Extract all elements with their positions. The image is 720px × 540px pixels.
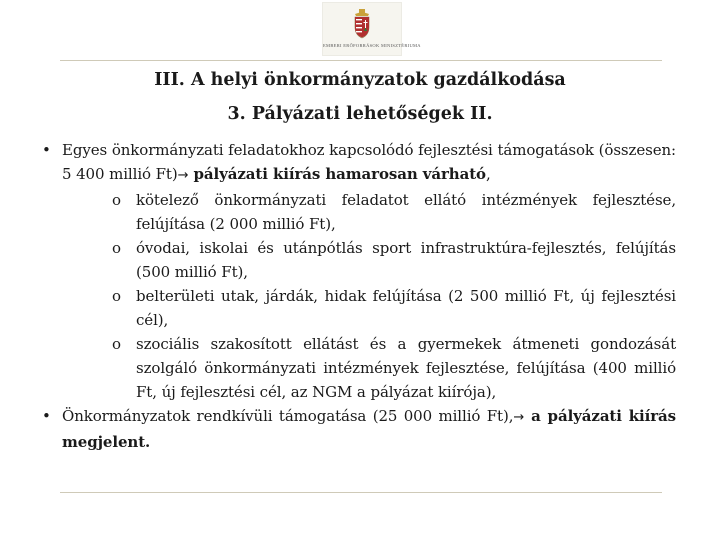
page-title: III. A helyi önkormányzatok gazdálkodása [154,70,566,90]
ministry-caption: EMBERI ERŐFORRÁSOK MINISZTÉRIUMA [323,43,421,48]
sub-bullet-marker: o [112,287,121,305]
sub-bullet-marker: o [112,335,121,353]
slide-content [36,138,676,454]
bullet-item-2 [36,404,676,454]
page-subtitle: 3. Pályázati lehetőségek II. [227,104,493,124]
sub-item-text: szociális szakosított ellátást és a gyermekek átmeneti gondozását szolgáló önkormányzati intézmények fejlesztése, felújítása (400 millió Ft, új fejlesztési cél, az NGM a pályázat kiírója), [136,335,676,401]
ministry-logo [322,2,421,56]
bullet-marker: • [42,407,51,425]
bullet-1-text: Egyes önkormányzati feladatokhoz kapcsolódó fejlesztési támogatások (összesen: 5 400 millió Ft) [62,141,676,183]
sub-item-text: óvodai, iskolai és utánpótlás sport infrastruktúra-fejlesztés, felújítás (500 millió Ft), [136,239,676,281]
bullet-2-text: Önkormányzatok rendkívüli támogatása (25 000 millió Ft), [62,407,514,425]
bottom-divider [60,492,662,493]
bullet-2-bold: a pályázati kiírás megjelent. [62,407,676,451]
sub-item-text: belterületi utak, járdák, hidak felújítása (2 500 millió Ft, új fejlesztési cél), [136,287,676,329]
coat-of-arms-icon [351,9,373,39]
sub-item-text: kötelező önkormányzati feladatot ellátó intézmények fejlesztése, felújítása (2 000 millió Ft), [136,191,676,233]
bullet-marker: • [42,141,51,159]
arrow-right-icon: → [177,168,189,183]
sub-bullet-marker: o [112,239,121,257]
sub-item-4 [36,332,676,404]
sub-bullet-marker: o [112,191,121,209]
sub-item-2 [36,236,676,284]
bullet-1-bold: pályázati kiírás hamarosan várható [188,165,486,183]
bullet-1-tail: , [485,165,491,183]
bullet-item-1 [36,138,676,188]
sub-item-3 [36,284,676,332]
sub-item-1 [36,188,676,236]
arrow-right-icon: → [513,410,525,425]
top-divider [60,60,662,61]
